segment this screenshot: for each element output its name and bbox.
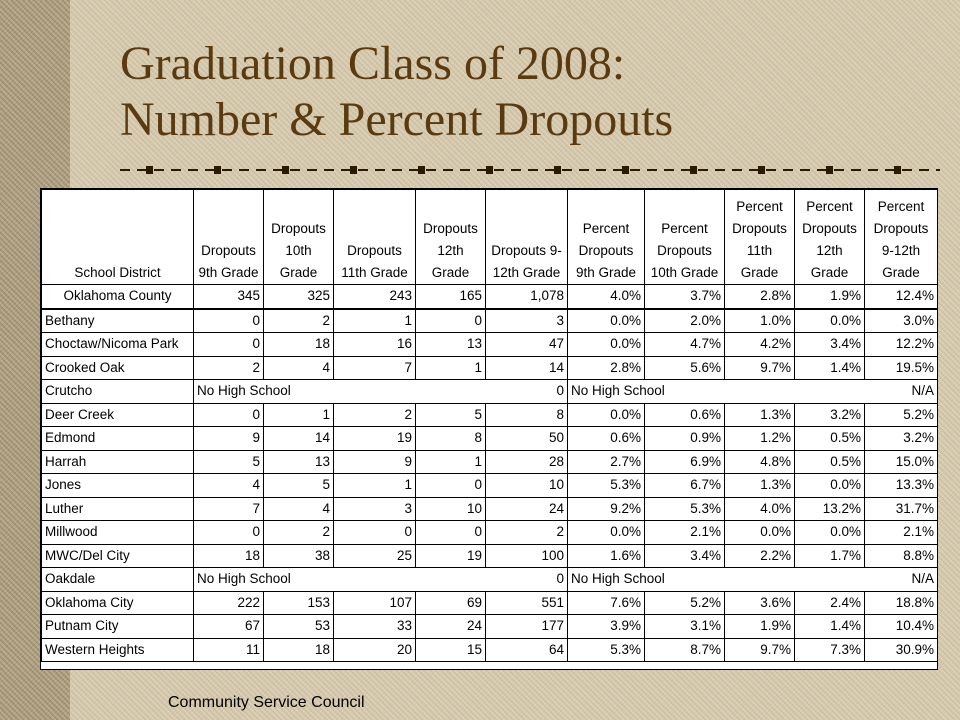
- value-cell: 5: [264, 474, 334, 498]
- value-cell: 7.6%: [568, 591, 645, 615]
- value-cell: No High School: [568, 568, 645, 592]
- value-cell: 3.1%: [645, 615, 725, 639]
- title-line-1: Graduation Class of 2008:: [120, 37, 626, 90]
- value-cell: 2.1%: [865, 521, 938, 545]
- value-cell: N/A: [865, 380, 938, 404]
- value-cell: 0.0%: [725, 521, 795, 545]
- dropout-table: [41, 189, 938, 662]
- value-cell: 3.6%: [725, 591, 795, 615]
- value-cell: [416, 568, 486, 592]
- value-cell: 3.9%: [568, 615, 645, 639]
- value-cell: 33: [334, 615, 416, 639]
- value-cell: 0.9%: [645, 427, 725, 451]
- value-cell: 24: [416, 615, 486, 639]
- value-cell: 0.0%: [795, 474, 865, 498]
- header-col-1: Dropouts 9th Grade: [194, 190, 264, 285]
- title-line-2: Number & Percent Dropouts: [120, 93, 674, 146]
- value-cell: 7.3%: [795, 638, 865, 662]
- value-cell: 9.7%: [725, 356, 795, 380]
- value-cell: 7: [194, 497, 264, 521]
- value-cell: 0.6%: [645, 403, 725, 427]
- value-cell: 10.4%: [865, 615, 938, 639]
- value-cell: 3: [486, 309, 568, 333]
- district-name-cell: Oklahoma City: [42, 591, 194, 615]
- value-cell: 1: [416, 356, 486, 380]
- value-cell: 8.7%: [645, 638, 725, 662]
- footer-credit: Community Service Council: [168, 694, 365, 711]
- value-cell: No High School: [194, 568, 264, 592]
- value-cell: 0.0%: [568, 403, 645, 427]
- value-cell: 1.6%: [568, 544, 645, 568]
- value-cell: 1: [334, 474, 416, 498]
- district-name-cell: Edmond: [42, 427, 194, 451]
- value-cell: 1.4%: [795, 615, 865, 639]
- value-cell: 4: [264, 497, 334, 521]
- header-col-5: Dropouts 9-12th Grade: [486, 190, 568, 285]
- district-name-cell: Western Heights: [42, 638, 194, 662]
- header-col-10: Percent Dropouts 9-12th Grade: [865, 190, 938, 285]
- slide-title: [120, 36, 940, 148]
- value-cell: 4: [264, 356, 334, 380]
- table-row: [42, 309, 938, 333]
- value-cell: 1.9%: [725, 615, 795, 639]
- value-cell: 3.4%: [645, 544, 725, 568]
- district-name-cell: Oakdale: [42, 568, 194, 592]
- value-cell: 107: [334, 591, 416, 615]
- value-cell: 64: [486, 638, 568, 662]
- divider-dot: [486, 166, 493, 174]
- value-cell: 0.5%: [795, 450, 865, 474]
- value-cell: 6.9%: [645, 450, 725, 474]
- value-cell: 12.4%: [865, 285, 938, 309]
- value-cell: 4.0%: [568, 285, 645, 309]
- value-cell: 13: [416, 333, 486, 357]
- value-cell: 19.5%: [865, 356, 938, 380]
- table-row: [42, 568, 938, 592]
- header-col-8: Percent Dropouts 11th Grade: [725, 190, 795, 285]
- value-cell: 0.6%: [568, 427, 645, 451]
- table-row: [42, 474, 938, 498]
- header-col-4: Dropouts 12th Grade: [416, 190, 486, 285]
- value-cell: 8.8%: [865, 544, 938, 568]
- value-cell: 5.6%: [645, 356, 725, 380]
- value-cell: 20: [334, 638, 416, 662]
- value-cell: 0.0%: [568, 333, 645, 357]
- value-cell: [334, 568, 416, 592]
- table-row: [42, 356, 938, 380]
- value-cell: 0.0%: [795, 521, 865, 545]
- value-cell: 7: [334, 356, 416, 380]
- value-cell: 8: [416, 427, 486, 451]
- table-row: [42, 450, 938, 474]
- value-cell: 0: [486, 380, 568, 404]
- value-cell: 5: [194, 450, 264, 474]
- value-cell: [334, 380, 416, 404]
- value-cell: 222: [194, 591, 264, 615]
- dashed-divider: [120, 160, 940, 180]
- district-name-cell: Choctaw/Nicoma Park: [42, 333, 194, 357]
- value-cell: 2: [264, 521, 334, 545]
- value-cell: 18: [264, 638, 334, 662]
- county-total-row: [42, 285, 938, 309]
- district-name-cell: Crutcho: [42, 380, 194, 404]
- value-cell: 5.3%: [645, 497, 725, 521]
- value-cell: 2: [194, 356, 264, 380]
- value-cell: 24: [486, 497, 568, 521]
- district-name-cell: MWC/Del City: [42, 544, 194, 568]
- table-header-row: [42, 190, 938, 285]
- value-cell: 0.0%: [795, 309, 865, 333]
- header-col-9: Percent Dropouts 12th Grade: [795, 190, 865, 285]
- value-cell: [416, 380, 486, 404]
- value-cell: 30.9%: [865, 638, 938, 662]
- value-cell: 4.8%: [725, 450, 795, 474]
- value-cell: 13.3%: [865, 474, 938, 498]
- value-cell: 9.7%: [725, 638, 795, 662]
- value-cell: [725, 380, 795, 404]
- value-cell: 1,078: [486, 285, 568, 309]
- value-cell: 2.4%: [795, 591, 865, 615]
- value-cell: No High School: [568, 380, 645, 404]
- value-cell: 165: [416, 285, 486, 309]
- divider-dot: [214, 166, 221, 174]
- value-cell: 67: [194, 615, 264, 639]
- value-cell: 1.4%: [795, 356, 865, 380]
- value-cell: 2.8%: [725, 285, 795, 309]
- value-cell: 9: [194, 427, 264, 451]
- value-cell: 0: [194, 333, 264, 357]
- divider-dot: [282, 166, 289, 174]
- value-cell: 0: [194, 403, 264, 427]
- value-cell: 0: [194, 309, 264, 333]
- value-cell: 3.0%: [865, 309, 938, 333]
- table-row: [42, 591, 938, 615]
- header-col-2: Dropouts 10th Grade: [264, 190, 334, 285]
- value-cell: 69: [416, 591, 486, 615]
- value-cell: 25: [334, 544, 416, 568]
- value-cell: 18: [194, 544, 264, 568]
- value-cell: 2.2%: [725, 544, 795, 568]
- value-cell: 28: [486, 450, 568, 474]
- value-cell: 0.5%: [795, 427, 865, 451]
- value-cell: 14: [486, 356, 568, 380]
- value-cell: 15.0%: [865, 450, 938, 474]
- value-cell: 4.0%: [725, 497, 795, 521]
- value-cell: 0: [416, 474, 486, 498]
- value-cell: 0: [416, 309, 486, 333]
- value-cell: 10: [416, 497, 486, 521]
- divider-dot: [758, 166, 765, 174]
- district-name-cell: Millwood: [42, 521, 194, 545]
- value-cell: 6.7%: [645, 474, 725, 498]
- value-cell: 1: [416, 450, 486, 474]
- value-cell: 0: [416, 521, 486, 545]
- value-cell: 31.7%: [865, 497, 938, 521]
- value-cell: 3.7%: [645, 285, 725, 309]
- table-row: [42, 333, 938, 357]
- value-cell: 1.9%: [795, 285, 865, 309]
- value-cell: 1.3%: [725, 474, 795, 498]
- table-row: [42, 497, 938, 521]
- header-col-3: Dropouts 11th Grade: [334, 190, 416, 285]
- table-row: [42, 544, 938, 568]
- value-cell: 0: [334, 521, 416, 545]
- district-name-cell: Luther: [42, 497, 194, 521]
- value-cell: 5.2%: [645, 591, 725, 615]
- value-cell: 551: [486, 591, 568, 615]
- value-cell: 0: [486, 568, 568, 592]
- value-cell: 9.2%: [568, 497, 645, 521]
- divider-dot: [146, 166, 153, 174]
- value-cell: 4: [194, 474, 264, 498]
- value-cell: 345: [194, 285, 264, 309]
- header-school-district: School District: [42, 190, 194, 285]
- table-row: [42, 615, 938, 639]
- value-cell: 177: [486, 615, 568, 639]
- value-cell: 1: [264, 403, 334, 427]
- value-cell: 47: [486, 333, 568, 357]
- value-cell: 12.2%: [865, 333, 938, 357]
- value-cell: 3.2%: [795, 403, 865, 427]
- value-cell: 13.2%: [795, 497, 865, 521]
- table-row: [42, 403, 938, 427]
- table-row: [42, 380, 938, 404]
- value-cell: 5.3%: [568, 474, 645, 498]
- value-cell: 18.8%: [865, 591, 938, 615]
- district-name-cell: Crooked Oak: [42, 356, 194, 380]
- value-cell: 153: [264, 591, 334, 615]
- district-name-cell: Deer Creek: [42, 403, 194, 427]
- value-cell: 2.1%: [645, 521, 725, 545]
- value-cell: 1.0%: [725, 309, 795, 333]
- value-cell: 4.2%: [725, 333, 795, 357]
- divider-dot: [350, 166, 357, 174]
- value-cell: 0.0%: [568, 309, 645, 333]
- value-cell: 3.2%: [865, 427, 938, 451]
- value-cell: 18: [264, 333, 334, 357]
- value-cell: 53: [264, 615, 334, 639]
- value-cell: 2.8%: [568, 356, 645, 380]
- value-cell: [795, 568, 865, 592]
- value-cell: 1.7%: [795, 544, 865, 568]
- district-name-cell: Putnam City: [42, 615, 194, 639]
- dropout-table-container: [40, 188, 938, 670]
- table-row: [42, 521, 938, 545]
- value-cell: 100: [486, 544, 568, 568]
- value-cell: 0: [194, 521, 264, 545]
- value-cell: 325: [264, 285, 334, 309]
- value-cell: [725, 568, 795, 592]
- value-cell: 14: [264, 427, 334, 451]
- header-col-7: Percent Dropouts 10th Grade: [645, 190, 725, 285]
- value-cell: 3.4%: [795, 333, 865, 357]
- value-cell: [795, 380, 865, 404]
- value-cell: 19: [334, 427, 416, 451]
- value-cell: 9: [334, 450, 416, 474]
- table-row: [42, 638, 938, 662]
- value-cell: 50: [486, 427, 568, 451]
- divider-dot: [418, 166, 425, 174]
- value-cell: 1: [334, 309, 416, 333]
- divider-dot: [622, 166, 629, 174]
- value-cell: 0.0%: [568, 521, 645, 545]
- district-name-cell: Oklahoma County: [42, 285, 194, 309]
- value-cell: No High School: [194, 380, 264, 404]
- district-name-cell: Harrah: [42, 450, 194, 474]
- value-cell: 1.2%: [725, 427, 795, 451]
- value-cell: 2.0%: [645, 309, 725, 333]
- divider-dot: [690, 166, 697, 174]
- header-col-6: Percent Dropouts 9th Grade: [568, 190, 645, 285]
- value-cell: 5.2%: [865, 403, 938, 427]
- value-cell: 11: [194, 638, 264, 662]
- value-cell: 38: [264, 544, 334, 568]
- value-cell: 2.7%: [568, 450, 645, 474]
- value-cell: 5.3%: [568, 638, 645, 662]
- value-cell: 15: [416, 638, 486, 662]
- value-cell: 3: [334, 497, 416, 521]
- value-cell: 2: [486, 521, 568, 545]
- value-cell: 8: [486, 403, 568, 427]
- value-cell: 16: [334, 333, 416, 357]
- value-cell: 1.3%: [725, 403, 795, 427]
- table-body: [42, 285, 938, 662]
- value-cell: 10: [486, 474, 568, 498]
- district-name-cell: Bethany: [42, 309, 194, 333]
- divider-dot: [554, 166, 561, 174]
- divider-dot: [894, 166, 901, 174]
- value-cell: 243: [334, 285, 416, 309]
- divider-dot: [826, 166, 833, 174]
- value-cell: 4.7%: [645, 333, 725, 357]
- value-cell: 2: [334, 403, 416, 427]
- value-cell: 5: [416, 403, 486, 427]
- table-row: [42, 427, 938, 451]
- value-cell: 19: [416, 544, 486, 568]
- value-cell: 13: [264, 450, 334, 474]
- district-name-cell: Jones: [42, 474, 194, 498]
- value-cell: N/A: [865, 568, 938, 592]
- value-cell: 2: [264, 309, 334, 333]
